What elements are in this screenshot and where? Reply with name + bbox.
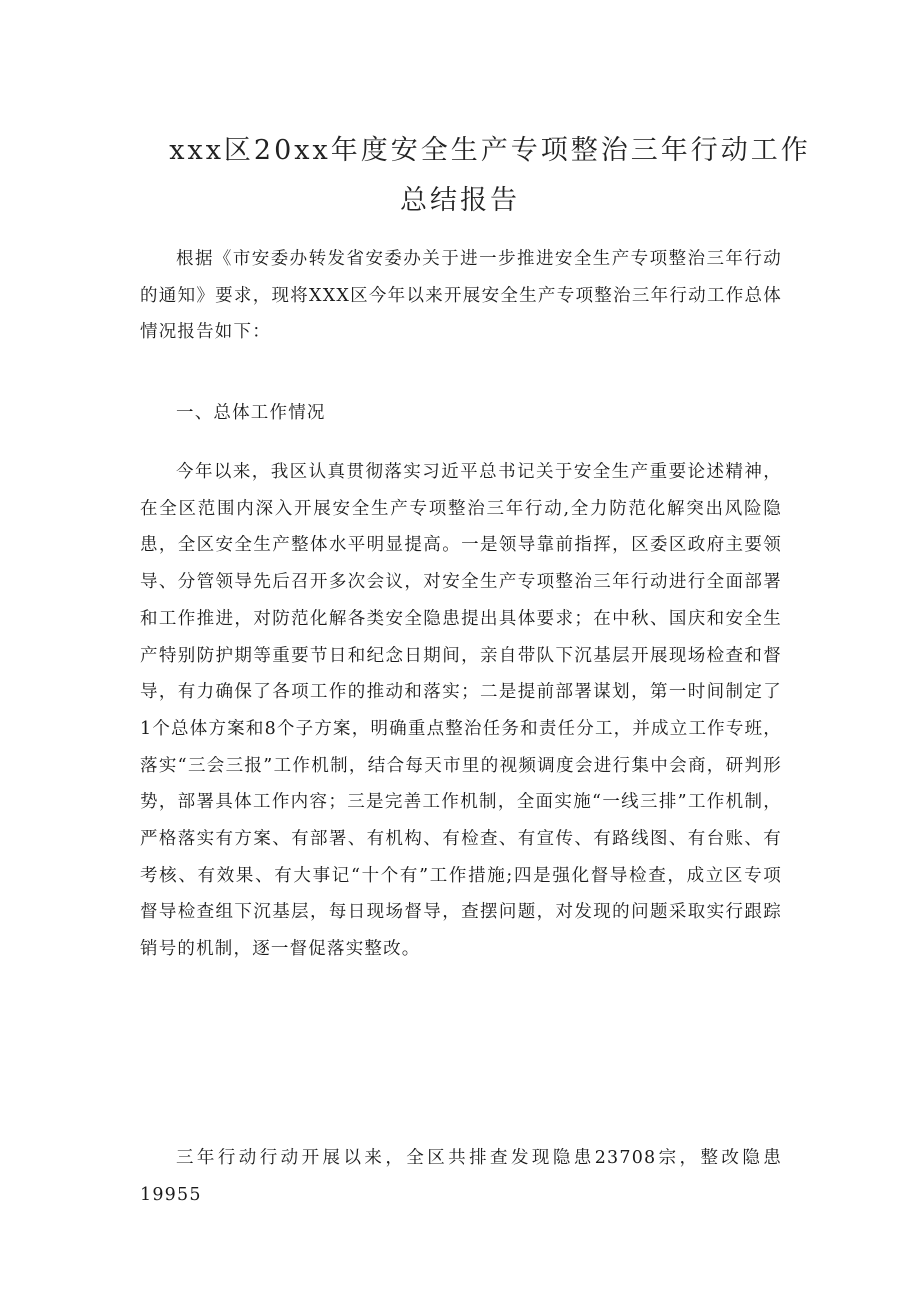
section-paragraph-1: 今年以来，我区认真贯彻落实习近平总书记关于安全生产重要论述精神，在全区范围内深入开展安全生产专项整治三年行动,全力防范化解突出风险隐患，全区安全生产整体水平明显提高。一是领导靠前指挥，区委区政府主要领导、分管领导先后召开多次会议，对安全生产专项整治三年行动进行全面部署和工作推进，对防范化解各类安全隐患提出具体要求；在中秋、国庆和安全生产特别防护期等重要节日和纪念日期间，亲自带队下沉基层开展现场检查和督导，有力确保了各项工作的推动和落实；二是提前部署谋划，第一时间制定了1个总体方案和8个子方案，明确重点整治任务和责任分工，并成立工作专班，落实“三会三报”工作机制，结合每天市里的视频调度会进行集中会商，研判形势，部署具体工作内容；三是完善工作机制，全面实施“一线三排”工作机制，严格落实有方案、有部署、有机构、有检查、有宣传、有路线图、有台账、有考核、有效果、有大事记“十个有”工作措施;四是强化督导检查，成立区专项督导检查组下沉基层，每日现场督导，查摆问题，对发现的问题采取实行跟踪销号的机制，逐一督促落实整改。 [140, 462, 782, 960]
section-paragraph-2: 三年行动行动开展以来，全区共排查发现隐患23708宗，整改隐患19955 [140, 1148, 782, 1205]
document-title-line-2: 总结报告 [400, 185, 520, 216]
intro-paragraph: 根据《市安委办转发省安委办关于进一步推进安全生产专项整治三年行动的通知》要求，现将XXX区今年以来开展安全生产专项整治三年行动工作总体情况报告如下： [140, 249, 782, 343]
section-heading-overall: 一、总体工作情况 [176, 403, 326, 423]
document-title-line-1: xxx区20xx年度安全生产专项整治三年行动工作 [169, 135, 811, 166]
